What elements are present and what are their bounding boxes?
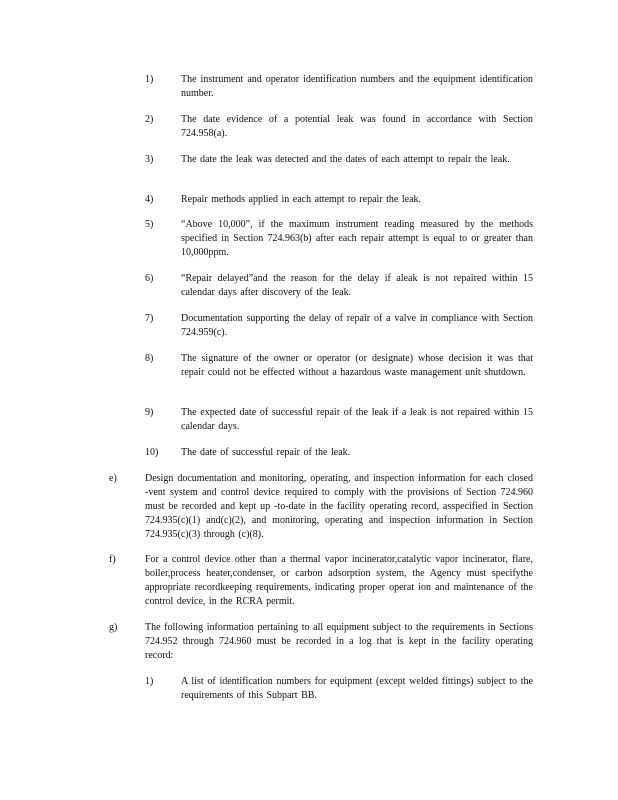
item-marker: 9) (145, 407, 154, 418)
item-marker: 1) (145, 74, 154, 85)
item-text: “Repair delayed”and the reason for the delay if aleak is not repaired within 15 calendar days after discovery of the leak. (181, 273, 533, 298)
item-text: A list of identification numbers for equipment (except welded fittings) subject to the requirements of this Subpart BB. (181, 676, 533, 701)
item-text: The instrument and operator identification numbers and the equipment identification number. (181, 74, 533, 99)
item-text: Documentation supporting the delay of repair of a valve in compliance with Section 724.959(c). (181, 313, 533, 338)
item-text: The signature of the owner or operator (or designate) whose decision it was that repair could not be effected without a hazardous waste management unit shutdown. (181, 353, 533, 378)
item-marker: 1) (145, 676, 154, 687)
item-marker: f) (109, 554, 116, 565)
item-marker: 4) (145, 194, 154, 205)
item-marker: 10) (145, 447, 159, 458)
item-text: The date the leak was detected and the dates of each attempt to repair the leak. (181, 154, 510, 165)
item-marker: 8) (145, 353, 154, 364)
item-text: The expected date of successful repair of the leak if a leak is not repaired within 15 calendar days. (181, 407, 533, 432)
item-marker: 6) (145, 273, 154, 284)
item-text: Design documentation and monitoring, operating, and inspection information for each closed -vent system and control device required to comply with the provisions of Section 724.960 must be recorded and kept up -to-date in the facility operating record, asspecified in Section 724.935(c)(1) and(c)(2), and monitoring, operating and inspection information in Section 724.935(c)(3) through (c)(8). (145, 473, 533, 540)
item-text: The date evidence of a potential leak was found in accordance with Section 724.958(a). (181, 114, 533, 139)
item-text: “Above 10,000”, if the maximum instrument reading measured by the methods specified in Section 724.963(b) after each repair attempt is equal to or greater than 10,000ppm. (181, 219, 533, 258)
item-marker: e) (109, 473, 117, 484)
item-text: The date of successful repair of the leak. (181, 447, 351, 458)
item-text: The following information pertaining to all equipment subject to the requirements in Sections 724.952 through 724.960 must be recorded in a log that is kept in the facility operating record: (145, 622, 533, 661)
item-marker: 3) (145, 154, 154, 165)
item-marker: 2) (145, 114, 154, 125)
item-marker: g) (109, 622, 118, 633)
item-marker: 5) (145, 219, 154, 230)
item-text: For a control device other than a thermal vapor incinerator,catalytic vapor incinerator, flare, boiler,process heater,condenser, or carbon adsorption system, the Agency must specifythe appropriate recordkeeping requirements, indicating proper operat ion and maintenance of the control device, in the RCRA permit. (145, 554, 533, 607)
item-marker: 7) (145, 313, 154, 324)
item-text: Repair methods applied in each attempt to repair the leak. (181, 194, 422, 205)
